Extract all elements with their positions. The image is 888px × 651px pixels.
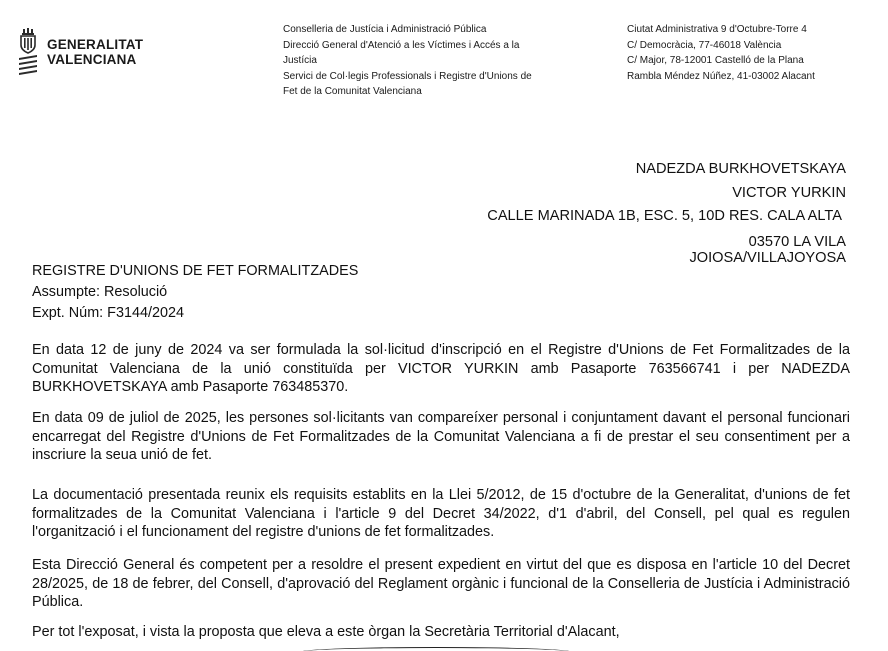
department-line: Justícia: [283, 55, 317, 66]
generalitat-logo: [18, 28, 168, 76]
reference-block: [32, 261, 358, 324]
page-bottom-arc: [300, 647, 572, 651]
department-line: Conselleria de Justícia i Administració Pública: [283, 24, 487, 35]
address-line: Ciutat Administrativa 9 d'Octubre-Torre 4: [627, 24, 807, 35]
address-line: Rambla Méndez Núñez, 41-03002 Alacant: [627, 70, 815, 82]
generalitat-valenciana-emblem-icon: [18, 28, 40, 76]
logo-line-1: GENERALITAT: [47, 37, 144, 52]
department-line: Direcció General d'Atenció a les Víctimes i Accés a la: [283, 39, 520, 51]
body-paragraph-3: La documentació presentada reunix els requisits establits en la Llei 5/2012, de 15 d'octubre de la Generalitat, d'unions de fet formalitzades de la Comunitat Valenciana i l'article 9 del Decret 34/2022, d'1 d'abril, del Consell, pel qual es regulen l'organització i el funcionament del registre d'unions de fet formalitzades.: [32, 487, 850, 540]
body-paragraph-5: Per tot l'exposat, i vista la proposta que eleva a este òrgan la Secretària Territorial d'Alacant,: [32, 624, 620, 640]
file-number: Expt. Núm: F3144/2024: [32, 305, 184, 321]
recipient-name-2: VICTOR YURKIN: [732, 184, 846, 201]
department-line: Servici de Col·legis Professionals i Registre d'Unions de: [283, 70, 532, 82]
logo-line-2: VALENCIANA: [47, 52, 137, 67]
address-line: C/ Democràcia, 77-46018 València: [627, 39, 782, 51]
subject-line: Assumpte: Resolució: [32, 284, 168, 300]
recipient-name-1: NADEZDA BURKHOVETSKAYA: [635, 161, 846, 177]
address-line: C/ Major, 78-12001 Castelló de la Plana: [627, 55, 804, 66]
recipient-postal-city-2: JOIOSA/VILLAJOYOSA: [689, 249, 846, 266]
recipient-postal-city-1: 03570 LA VILA: [748, 233, 846, 250]
registry-name: REGISTRE D'UNIONS DE FET FORMALITZADES: [32, 263, 359, 279]
recipient-street: CALLE MARINADA 1B, ESC. 5, 10D RES. CALA ALTA: [487, 208, 842, 224]
office-address-block: [627, 22, 877, 84]
recipient-address: [487, 158, 846, 266]
body-paragraph-4: Esta Direcció General és competent per a resoldre el present expedient en virtut del que es disposa en l'article 10 del Decret 28/2025, de 18 de febrer, del Consell, d'aprovació del Reglament orgànic i funcional de la Conselleria de Justícia i Administració Pública.: [32, 557, 850, 610]
logo-wordmark: [47, 37, 143, 67]
department-line: Fet de la Comunitat Valenciana: [283, 86, 422, 97]
department-block: [283, 22, 593, 100]
body-paragraph-1: En data 12 de juny de 2024 va ser formulada la sol·licitud d'inscripció en el Registre d'Unions de Fet Formalitzades de la Comunitat Valenciana de la unió constituïda per VICTOR YURKIN amb Pasaporte 763566741 i per NADEZDA BURKHOVETSKAYA amb Pasaporte 763485370.: [32, 342, 850, 395]
body-paragraph-2: En data 09 de juliol de 2025, les persones sol·licitants van compareíxer personal i conjuntament davant el personal funcionari encarregat del Registre d'Unions de Fet Formalitzades de la Comunitat Valenciana a fi de prestar el seu consentiment per a inscriure la seua unió de fet.: [32, 410, 850, 463]
